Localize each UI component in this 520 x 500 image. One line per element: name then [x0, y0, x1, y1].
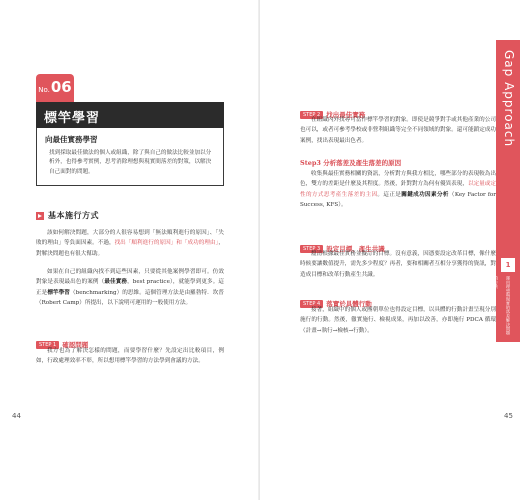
right-paragraph-1: 在組織內外找尋可當作標竿學習的對象。即使是競爭對手或其他產業的公司也可以，或者可參考學校或非營利組織等完全不同領域的對象。還可能鎖定成功案例，找出表現最出色者。	[300, 117, 496, 144]
section-heading	[36, 210, 99, 221]
right-paragraph-4-text-end: （計畫→執行→檢核→行動）。	[300, 327, 373, 334]
paragraph-3: 我方也為了解決怎樣的問題，而要學習什麼？先設定出比較項目，例如，行政處理效率不彰，所以想用標竿學習的方法學到會議的方法。	[36, 348, 224, 365]
intro-text: 找到採取最佳做法的個人或組織，除了與自己的做法比較並加以分析外，也得參考實例，思考消除理想與現實間落差的對策，以解決自己面對的問題。	[49, 150, 212, 175]
right-paragraph-4-text: 接著，組織中的個人或團朝單位也得設定目標，以具體的行動計畫呈現分別施行的行動。然後，徹實施行、檢視成果，再加以改善，亦即施行 PDCA 循環	[300, 307, 496, 324]
step-3-tag: STEP 3	[300, 245, 323, 253]
step-3-title: 設定目標、產生共識	[326, 245, 385, 253]
paragraph-1-text-end: ，對解決問題也有很大幫助。	[36, 240, 224, 257]
chapter-number-label: No.	[38, 86, 50, 94]
step-4-title: 落實於具體行動	[326, 300, 372, 308]
page-title: 標竿學習	[36, 102, 224, 128]
step-2-tag: STEP 2	[300, 111, 323, 119]
chapter-number-tab	[36, 74, 74, 102]
right-paragraph-2-term-kfs: 關鍵成功因素分析	[401, 191, 449, 198]
page-number-right: 45	[504, 412, 513, 420]
paragraph-1-text: 該如何解決問題，大部分的人很容易想到「無法順利進行的原因」、「失敗的理由」等負面因素。不過，	[36, 230, 224, 247]
side-tab-subtitle: 運用理想與現實的落差解決問題的方法	[494, 276, 511, 335]
intro-box	[36, 128, 224, 186]
chapter-side-tab	[496, 40, 520, 342]
intro-heading: 向最佳實務學習	[45, 135, 98, 144]
paragraph-2-text: 如果在自己的組織內找不到這些因素，只要從其他案例學習即可。仿效對象是表現最出色的案例（	[36, 269, 224, 286]
side-tab-number: 1	[501, 258, 515, 272]
side-tab-title: Gap Approach	[502, 50, 516, 148]
step-4-tag: STEP 4	[300, 300, 323, 308]
paragraph-2-text-end: （benchmarking）的思維。這個管理方法是由羅勃特．坎普（Robert Camp）所提出，以下說明可運用的一般使用方法。	[36, 289, 224, 307]
paragraph-2-term-benchmarking: 標竿學習	[47, 289, 70, 296]
right-page	[260, 0, 520, 500]
right-paragraph-2	[300, 169, 496, 211]
right-paragraph-2-text-end: （Key Factor for Success, KFS）。	[300, 191, 496, 209]
paragraph-2-term-best-practice: 最佳實務	[104, 279, 128, 286]
paragraph-1-highlight: 找出「順利進行的原因」和「成功的理由」	[114, 240, 219, 247]
paragraph-1	[36, 228, 224, 259]
right-paragraph-2-text: 收集與最佳實務相關的資訊，分析對方與我方相比，哪些部分的表現較為出色，雙方的差距是什麼及其程度。然後，針對對方為何有優異表現，	[300, 171, 496, 188]
step-1-title: 確認問題	[62, 341, 89, 349]
right-paragraph-4	[300, 305, 496, 336]
right-paragraph-2-highlight: 以定量或定性的方式思考產生落差的主因	[300, 181, 496, 198]
page-number-left: 44	[12, 412, 21, 420]
right-paragraph-3: 釐清根據最佳實務並擬訂的目標。沒有意義，因憑要設定改革目標，像什麼時候要讓數值提升，需先多少程度？再者，要和相關者互相分享獲得的資訊，對造成目標和改革行動產生共識。	[300, 251, 496, 278]
section-marker-icon	[36, 212, 44, 220]
chapter-number: 06	[50, 78, 72, 96]
step-2-title: 找出最佳實務	[326, 111, 366, 119]
step-3-heading: Step3 分析落差及產生落差的原因	[300, 159, 402, 167]
paragraph-2	[36, 267, 224, 309]
right-paragraph-2-text-mid: 。這正是	[377, 191, 402, 198]
section-heading-text: 基本施行方式	[48, 211, 99, 220]
paragraph-2-text-mid: ，best practice），就能學到更多。這正是	[36, 279, 224, 296]
step-1-tag: STEP 1	[36, 341, 59, 349]
